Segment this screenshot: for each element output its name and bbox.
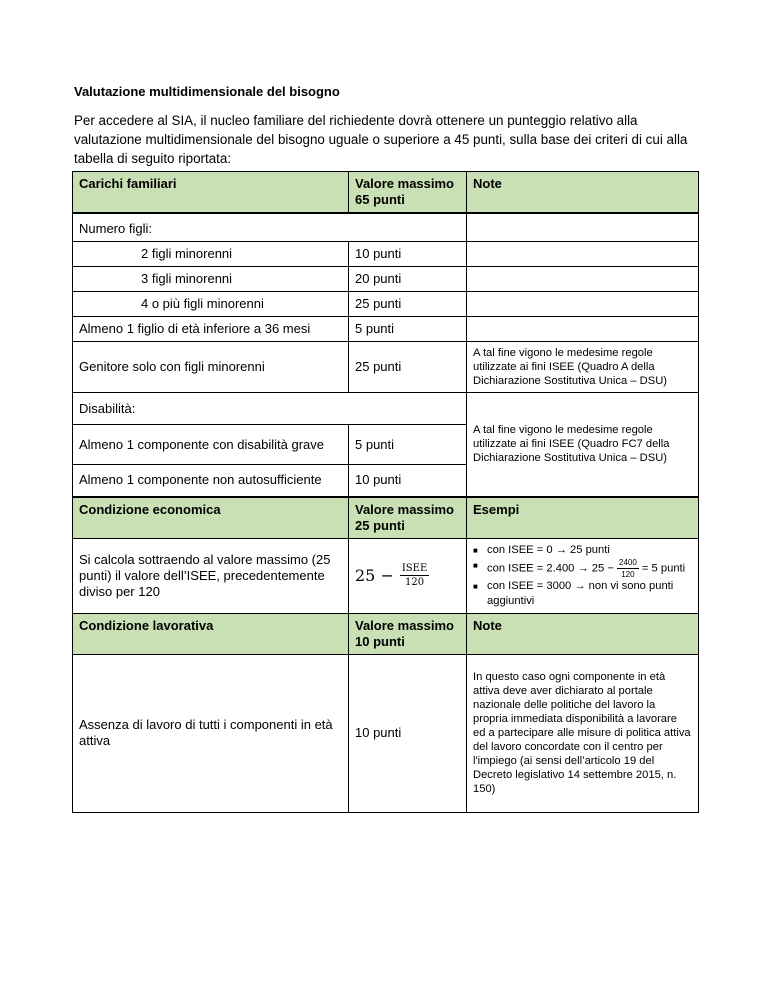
list-item bbox=[473, 558, 692, 579]
table-row bbox=[73, 213, 699, 242]
figli-label: 3 figli minorenni bbox=[73, 267, 349, 292]
figli-label: 2 figli minorenni bbox=[73, 242, 349, 267]
header-lavorativa-label: Condizione lavorativa bbox=[73, 613, 349, 654]
disabilita-note: A tal fine vigono le medesime regole utilizzate ai fini ISEE (Quadro FC7 della Dichiarazione Sostitutiva Unica – DSU) bbox=[467, 393, 699, 497]
figli-label: 4 o più figli minorenni bbox=[73, 292, 349, 317]
assenza-lavoro-label: Assenza di lavoro di tutti i componenti in età attiva bbox=[73, 654, 349, 812]
numero-figli-label: Numero figli: bbox=[73, 213, 467, 242]
example-fraction bbox=[617, 558, 639, 579]
table-row bbox=[73, 538, 699, 613]
section-header-lavorativa bbox=[73, 613, 699, 654]
almeno-figlio-value: 5 punti bbox=[349, 317, 467, 342]
non-autosufficiente-label: Almeno 1 componente non autosufficiente bbox=[73, 465, 349, 497]
figli-value: 10 punti bbox=[349, 242, 467, 267]
example-denominator: 120 bbox=[621, 569, 635, 579]
formula-lead: 25 − bbox=[355, 565, 394, 585]
table-row bbox=[73, 654, 699, 812]
header-carichi-note: Note bbox=[467, 172, 699, 214]
table-row bbox=[73, 292, 699, 317]
empty-note-cell bbox=[467, 213, 699, 242]
disabilita-grave-label: Almeno 1 componente con disabilità grave bbox=[73, 425, 349, 465]
page-title: Valutazione multidimensionale del bisogno bbox=[74, 84, 340, 99]
economica-description: Si calcola sottraendo al valore massimo (25 punti) il valore dell’ISEE, precedentemente diviso per 120 bbox=[73, 538, 349, 613]
square-bullet-icon: ■ bbox=[473, 560, 478, 570]
table-row bbox=[73, 242, 699, 267]
figli-value: 20 punti bbox=[349, 267, 467, 292]
empty-note-cell bbox=[467, 267, 699, 292]
header-economica-label: Condizione economica bbox=[73, 497, 349, 539]
criteria-table bbox=[72, 171, 699, 813]
empty-note-cell bbox=[467, 317, 699, 342]
header-economica-note: Esempi bbox=[467, 497, 699, 539]
list-item bbox=[473, 579, 692, 609]
genitore-solo-value: 25 punti bbox=[349, 342, 467, 393]
header-economica-max: Valore massimo 25 punti bbox=[349, 497, 467, 539]
header-lavorativa-note: Note bbox=[467, 613, 699, 654]
section-header-economica bbox=[73, 497, 699, 539]
list-item bbox=[473, 543, 692, 558]
section-header-carichi bbox=[73, 172, 699, 214]
non-autosufficiente-value: 10 punti bbox=[349, 465, 467, 497]
formula-denominator: 120 bbox=[405, 577, 425, 588]
economica-formula bbox=[349, 538, 467, 613]
table-row bbox=[73, 393, 699, 425]
almeno-figlio-label: Almeno 1 figlio di età inferiore a 36 mesi bbox=[73, 317, 349, 342]
genitore-solo-label: Genitore solo con figli minorenni bbox=[73, 342, 349, 393]
header-carichi-max: Valore massimo 65 punti bbox=[349, 172, 467, 214]
header-carichi-label: Carichi familiari bbox=[73, 172, 349, 214]
example-numerator: 2400 bbox=[619, 557, 637, 567]
disabilita-grave-value: 5 punti bbox=[349, 425, 467, 465]
square-bullet-icon: ■ bbox=[473, 545, 478, 555]
square-bullet-icon: ■ bbox=[473, 581, 478, 591]
header-lavorativa-max: Valore massimo 10 punti bbox=[349, 613, 467, 654]
figli-value: 25 punti bbox=[349, 292, 467, 317]
empty-note-cell bbox=[467, 292, 699, 317]
table-row bbox=[73, 317, 699, 342]
assenza-lavoro-value: 10 punti bbox=[349, 654, 467, 812]
assenza-lavoro-note: In questo caso ogni componente in età attiva deve aver dichiarato al portale nazionale delle politiche del lavoro la propria immediata disponibilità a lavorare ed a partecipare alle misure di politica attiva del lavoro concordate con il centro per l'impiego (ai sensi dell’articolo 19 del Decreto legislativo 14 settembre 2015, n. 150) bbox=[467, 654, 699, 812]
economica-examples bbox=[467, 538, 699, 613]
example-text: con ISEE = 0 → 25 punti bbox=[487, 543, 610, 556]
example-pre: con ISEE = 2.400 → 25 − bbox=[487, 561, 614, 574]
empty-note-cell bbox=[467, 242, 699, 267]
table-row bbox=[73, 342, 699, 393]
table-row bbox=[73, 267, 699, 292]
genitore-solo-note: A tal fine vigono le medesime regole utilizzate ai fini ISEE (Quadro A della Dichiarazione Sostitutiva Unica – DSU) bbox=[467, 342, 699, 393]
formula-fraction bbox=[400, 563, 429, 588]
disabilita-label: Disabilità: bbox=[73, 393, 467, 425]
example-text: con ISEE = 3000 → non vi sono punti aggiuntivi bbox=[487, 579, 674, 607]
intro-paragraph: Per accedere al SIA, il nucleo familiare del richiedente dovrà ottenere un punteggio relativo alla valutazione multidimensionale del bisogno uguale o superiore a 45 punti, sulla base dei criteri di cui alla tabella di seguito riportata: bbox=[74, 113, 688, 166]
example-post: = 5 punti bbox=[641, 561, 686, 574]
formula-numerator: ISEE bbox=[401, 563, 428, 574]
